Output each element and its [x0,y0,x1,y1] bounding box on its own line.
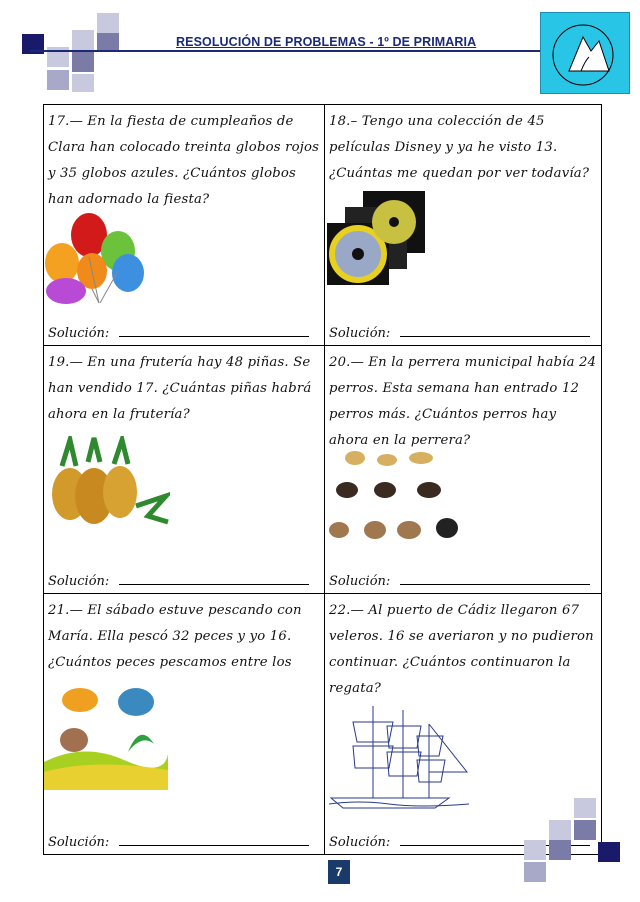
mountain-logo-icon [541,13,629,93]
page-number: 7 [328,860,350,884]
answer-line[interactable] [400,583,590,585]
solution-field[interactable] [329,326,590,341]
solution-label: Solución: [48,326,110,341]
decor-square [72,74,94,92]
solution-label: Solución: [329,326,391,341]
decor-square [97,13,119,33]
decor-square [72,30,94,50]
problem-text: 20.— En la perrera municipal había 24 perros. Esta semana han entrado 12 perros más. ¿Cuántos perros hay ahora en la perrera? [329,355,597,448]
problem-text: 18.– Tengo una colección de 45 películas Disney y ya he visto 13. ¿Cuántas me quedan por ver todavía? [329,114,590,181]
problem-grid [43,104,602,855]
header-rule [30,50,542,52]
solution-label: Solución: [48,574,110,589]
answer-line[interactable] [119,583,309,585]
answer-line[interactable] [119,844,309,846]
pineapples-image [48,436,170,532]
decor-square [598,842,620,862]
solution-field[interactable] [329,574,590,589]
decor-square [524,840,546,860]
decor-square [574,820,596,840]
answer-line[interactable] [119,335,309,337]
decor-square [72,52,94,72]
problem-card [325,346,601,594]
sailing-ship-image [329,702,469,814]
problem-text: 21.— El sábado estuve pescando con María. Ella pescó 32 peces y yo 16. ¿Cuántos peces pescamos entre los [48,603,302,670]
dogs-image [325,446,465,552]
decor-square [524,862,546,882]
solution-label: Solución: [48,835,110,850]
decor-square [549,820,571,840]
problem-card [44,346,325,594]
solution-field[interactable] [48,835,309,850]
problem-card [44,594,325,854]
problem-text: 17.— En la fiesta de cumpleaños de Clara han colocado treinta globos rojos y 35 globos azules. ¿Cuántos globos han adornado la fiesta? [48,114,320,207]
decor-square [47,70,69,90]
answer-line[interactable] [400,335,590,337]
problem-card [325,594,601,854]
decor-square [97,33,119,50]
page-title: RESOLUCIÓN DE PROBLEMAS - 1º DE PRIMARIA [176,35,477,49]
problem-card [325,105,601,346]
fish-image [44,682,168,794]
solution-label: Solución: [329,574,391,589]
dvd-discs-image [325,189,429,293]
solution-field[interactable] [48,326,309,341]
school-logo [540,12,630,94]
problem-card [44,105,325,346]
decor-square [574,798,596,818]
problem-text: 22.— Al puerto de Cádiz llegaron 67 veleros. 16 se averiaron y no pudieron continuar. ¿Cuántos continuaron la regata? [329,603,594,696]
balloons-image [44,213,154,313]
solution-label: Solución: [329,835,391,850]
solution-field[interactable] [48,574,309,589]
decor-square [549,840,571,860]
problem-text: 19.— En una frutería hay 48 piñas. Se han vendido 17. ¿Cuántas piñas habrá ahora en la frutería? [48,355,312,422]
